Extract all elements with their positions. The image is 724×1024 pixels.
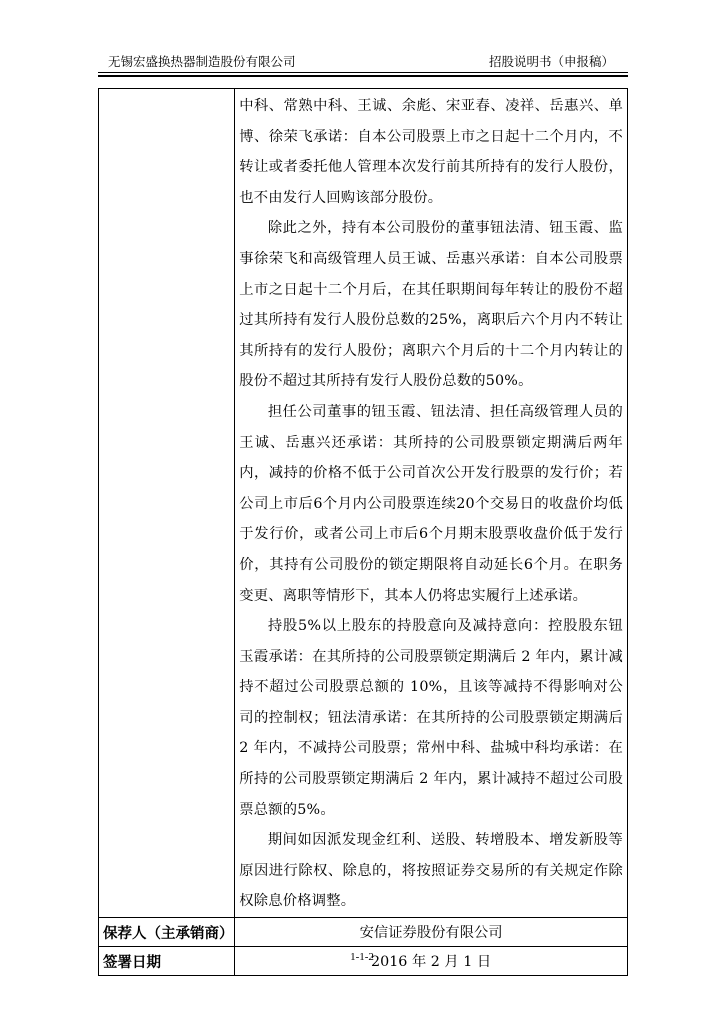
commitment-paragraph: 期间如因派发现金红利、送股、转增股本、增发新股等原因进行除权、除息的，将按照证券交易所的有关规定作除权除息价格调整。 [239,832,623,910]
header-document-type: 招股说明书（申报稿） [488,54,614,69]
signing-date-value: 2016 年 2 月 1 日 [235,947,628,976]
commitment-paragraph: 担任公司董事的钮玉霞、钮法清、担任高级管理人员的王诚、岳惠兴还承诺：其所持的公司股票锁定期满后两年内，减持的价格不低于公司首次公开发行股票的发行价；若公司上市后6个月内公司股票连续20个交易日的收盘价均低于发行价，或者公司上市后6个月期末股票收盘价低于发行价，其持有公司股份的锁定期限将自动延长6个月。在职务变更、离职等情形下，其本人仍将忠实履行上述承诺。 [239,403,623,604]
page-number: 1-1-2 [350,951,374,963]
page-header [98,50,628,70]
signing-date-label: 签署日期 [99,947,235,976]
commitment-text-cell [235,89,628,918]
header-company-name: 无锡宏盛换热器制造股份有限公司 [108,54,296,69]
commitment-label-cell [99,89,235,918]
sponsor-row [99,918,628,947]
sponsor-label: 保荐人（主承销商） [99,918,235,947]
header-rule-thick [98,75,628,77]
prospectus-summary-table [98,88,628,976]
commitment-row [99,89,628,918]
commitment-paragraph: 中科、常熟中科、王诚、余彪、宋亚春、凌祥、岳惠兴、单博、徐荣飞承诺：自本公司股票上市之日起十二个月内，不转让或者委托他人管理本次发行前其所持有的发行人股份，也不由发行人回购该部分股份。 [239,98,623,206]
commitment-paragraph: 持股5%以上股东的持股意向及减持意向：控股股东钮玉霞承诺：在其所持的公司股票锁定期满后 2 年内，累计减持不超过公司股票总额的 10%，且该等减持不得影响对公司的控制权；钮法清承诺：在其所持的公司股票锁定期满后 2 年内，不减持公司股票；常州中科、盐城中科均承诺：在所持的公司股票锁定期满后 2 年内，累计减持不超过公司股票总额的5%。 [239,618,623,818]
header-rule-thin [98,72,628,73]
sponsor-value: 安信证券股份有限公司 [235,918,628,947]
commitment-paragraph: 除此之外，持有本公司股份的董事钮法清、钮玉霞、监事徐荣飞和高级管理人员王诚、岳惠兴承诺：自本公司股票上市之日起十二个月后，在其任职期间每年转让的股份不超过其所持有发行人股份总数的25%，离职后六个月内不转让其所持有的发行人股份；离职六个月后的十二个月内转让的股份不超过其所持有发行人股份总数的50%。 [239,220,623,390]
